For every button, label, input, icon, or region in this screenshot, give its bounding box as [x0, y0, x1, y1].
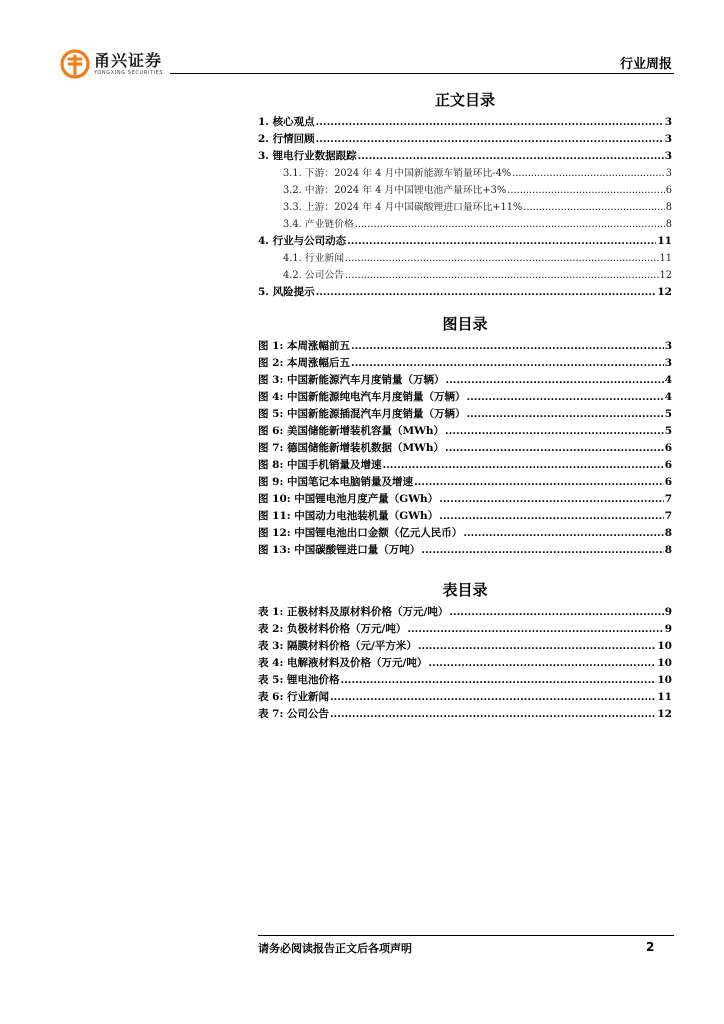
toc-entry-label: 4.1. 行业新闻	[283, 253, 344, 264]
toc-entry-page: 3	[664, 133, 672, 145]
toc-entry[interactable]	[258, 199, 672, 216]
toc-entry[interactable]	[258, 355, 672, 372]
logo-chinese-name: 甬兴证券	[94, 50, 163, 70]
toc-entry-page: 5	[664, 425, 672, 437]
toc-leader-dots	[467, 389, 664, 406]
toc-leader-dots	[383, 457, 664, 474]
toc-entry-page: 10	[657, 640, 672, 652]
toc-entry[interactable]	[258, 165, 672, 182]
yongxing-logo-icon	[60, 49, 90, 79]
footer-divider	[258, 935, 674, 936]
toc-entry-label: 图 1: 本周涨幅前五	[258, 340, 350, 352]
page-number: 2	[646, 940, 655, 954]
toc-entry[interactable]	[258, 491, 672, 508]
toc-entry-label: 表 6: 行业新闻	[258, 691, 329, 703]
main-toc	[258, 90, 672, 301]
toc-entry-label: 表 4: 电解液材料及价格（万元/吨）	[258, 657, 428, 669]
toc-leader-dots	[439, 508, 663, 525]
toc-leader-dots	[445, 423, 664, 440]
toc-leader-dots	[414, 474, 664, 491]
toc-entry-label: 4. 行业与公司动态	[258, 235, 347, 247]
toc-entry-label: 图 5: 中国新能源插混汽车月度销量（万辆）	[258, 408, 466, 420]
toc-entry-page: 9	[664, 623, 672, 635]
toc-entry[interactable]	[258, 440, 672, 457]
toc-entry-page: 11	[659, 253, 672, 264]
toc-leader-dots	[347, 233, 656, 250]
toc-entry-label: 3.3. 上游：2024 年 4 月中国碳酸锂进口量环比+11%	[283, 202, 523, 213]
toc-entry-page: 8	[665, 219, 672, 230]
toc-entry-label: 3.4. 产业链价格	[283, 219, 354, 230]
toc-leader-dots	[467, 406, 664, 423]
toc-entry[interactable]	[258, 389, 672, 406]
toc-entry-label: 表 1: 正极材料及原材料价格（万元/吨）	[258, 606, 449, 618]
toc-entry-page: 6	[664, 459, 672, 471]
toc-entry-label: 2. 行情回顾	[258, 133, 315, 145]
toc-entry-label: 表 3: 隔膜材料价格（元/平方米）	[258, 640, 417, 652]
toc-entry-page: 7	[664, 510, 672, 522]
toc-entry-page: 3	[664, 150, 672, 162]
toc-leader-dots	[316, 131, 664, 148]
toc-entry-page: 4	[664, 374, 672, 386]
toc-entry[interactable]	[258, 182, 672, 199]
toc-leader-dots	[445, 440, 664, 457]
figure-toc-title: 图目录	[442, 315, 488, 333]
toc-entry-page: 10	[657, 674, 672, 686]
toc-entry[interactable]	[258, 638, 672, 655]
toc-entry[interactable]	[258, 233, 672, 250]
toc-entry[interactable]	[258, 508, 672, 525]
toc-entry-label: 图 6: 美国储能新增装机容量（MWh）	[258, 425, 445, 437]
toc-leader-dots	[358, 148, 664, 165]
toc-leader-dots	[351, 338, 664, 355]
table-toc	[258, 580, 672, 723]
toc-entry-page: 3	[664, 340, 672, 352]
toc-entry-page: 3	[664, 357, 672, 369]
toc-entry-page: 12	[659, 270, 672, 281]
toc-entry-label: 表 7: 公司公告	[258, 708, 329, 720]
toc-entry-page: 12	[657, 708, 672, 720]
toc-entry-label: 图 7: 德国储能新增装机数据（MWh）	[258, 442, 445, 454]
toc-entry-page: 11	[657, 691, 672, 703]
toc-entry-label: 4.2. 公司公告	[283, 270, 344, 281]
toc-entry-label: 图 3: 中国新能源汽车月度销量（万辆）	[258, 374, 445, 386]
toc-entry-page: 6	[664, 442, 672, 454]
toc-entry-label: 表 5: 锂电池价格	[258, 674, 340, 686]
toc-entry[interactable]	[258, 338, 672, 355]
toc-entry[interactable]	[258, 604, 672, 621]
toc-entry-page: 7	[664, 493, 672, 505]
toc-entry-label: 图 12: 中国锂电池出口金额（亿元人民币）	[258, 527, 463, 539]
toc-leader-dots	[316, 114, 664, 131]
toc-leader-dots	[341, 672, 657, 689]
toc-entry-label: 1. 核心观点	[258, 116, 315, 128]
toc-entry[interactable]	[258, 542, 672, 559]
toc-entry[interactable]	[258, 474, 672, 491]
toc-entry[interactable]	[258, 672, 672, 689]
toc-leader-dots	[463, 525, 663, 542]
toc-entry-page: 12	[657, 286, 672, 298]
toc-entry-label: 3. 锂电行业数据跟踪	[258, 150, 357, 162]
footer-disclaimer: 请务必阅读报告正文后各项声明	[258, 942, 412, 955]
toc-leader-dots	[316, 284, 657, 301]
toc-entry-page: 8	[665, 202, 672, 213]
toc-entry-label: 图 8: 中国手机销量及增速	[258, 459, 382, 471]
toc-entry-page: 10	[657, 657, 672, 669]
toc-leader-dots	[512, 165, 665, 182]
figure-toc	[258, 314, 672, 559]
header-divider	[170, 73, 674, 74]
toc-entry[interactable]	[258, 706, 672, 723]
toc-leader-dots	[421, 542, 663, 559]
logo-english-name: YONGXING SECURITIES	[94, 69, 164, 76]
toc-leader-dots	[330, 689, 656, 706]
toc-entry[interactable]	[258, 267, 672, 284]
toc-leader-dots	[345, 267, 659, 284]
toc-entry-page: 4	[664, 391, 672, 403]
toc-entry-label: 5. 风险提示	[258, 286, 315, 298]
toc-entry[interactable]	[258, 406, 672, 423]
toc-entry[interactable]	[258, 216, 672, 233]
toc-entry-page: 3	[664, 116, 672, 128]
toc-entry-label: 图 10: 中国锂电池月度产量（GWh）	[258, 493, 439, 505]
toc-leader-dots	[407, 621, 663, 638]
toc-entry-page: 5	[664, 408, 672, 420]
toc-entry-page: 6	[664, 476, 672, 488]
toc-entry[interactable]	[258, 525, 672, 542]
toc-entry-label: 图 9: 中国笔记本电脑销量及增速	[258, 476, 413, 488]
toc-leader-dots	[330, 706, 656, 723]
toc-entry-label: 图 4: 中国新能源纯电汽车月度销量（万辆）	[258, 391, 466, 403]
report-type-label: 行业周报	[619, 57, 672, 72]
toc-entry-page: 11	[657, 235, 672, 247]
toc-entry-label: 图 2: 本周涨幅后五	[258, 357, 350, 369]
toc-leader-dots	[449, 604, 663, 621]
toc-leader-dots	[418, 638, 657, 655]
toc-entry[interactable]	[258, 621, 672, 638]
toc-entry[interactable]	[258, 689, 672, 706]
toc-entry-page: 8	[664, 527, 672, 539]
toc-entry[interactable]	[258, 457, 672, 474]
toc-entry-label: 3.2. 中游：2024 年 4 月中国锂电池产量环比+3%	[283, 185, 507, 196]
toc-entry-page: 3	[665, 168, 672, 179]
toc-entry[interactable]	[258, 250, 672, 267]
toc-leader-dots	[523, 199, 665, 216]
toc-entry[interactable]	[258, 131, 672, 148]
toc-leader-dots	[355, 216, 665, 233]
toc-entry-label: 表 2: 负极材料价格（万元/吨）	[258, 623, 407, 635]
toc-entry[interactable]	[258, 148, 672, 165]
toc-entry-label: 图 11: 中国动力电池装机量（GWh）	[258, 510, 439, 522]
table-toc-title: 表目录	[442, 581, 488, 599]
toc-leader-dots	[428, 655, 656, 672]
toc-entry[interactable]	[258, 372, 672, 389]
toc-leader-dots	[345, 250, 659, 267]
toc-title: 正文目录	[434, 91, 495, 109]
company-logo	[60, 50, 163, 78]
toc-entry[interactable]	[258, 114, 672, 131]
toc-leader-dots	[507, 182, 665, 199]
toc-leader-dots	[351, 355, 664, 372]
toc-entry-page: 6	[665, 185, 672, 196]
toc-leader-dots	[439, 491, 663, 508]
toc-entry-page: 8	[664, 544, 672, 556]
toc-entry-label: 图 13: 中国碳酸锂进口量（万吨）	[258, 544, 421, 556]
toc-leader-dots	[446, 372, 664, 389]
toc-entry-page: 9	[664, 606, 672, 618]
toc-entry[interactable]	[258, 284, 672, 301]
toc-entry[interactable]	[258, 423, 672, 440]
toc-entry[interactable]	[258, 655, 672, 672]
toc-entry-label: 3.1. 下游：2024 年 4 月中国新能源车销量环比-4%	[283, 168, 512, 179]
